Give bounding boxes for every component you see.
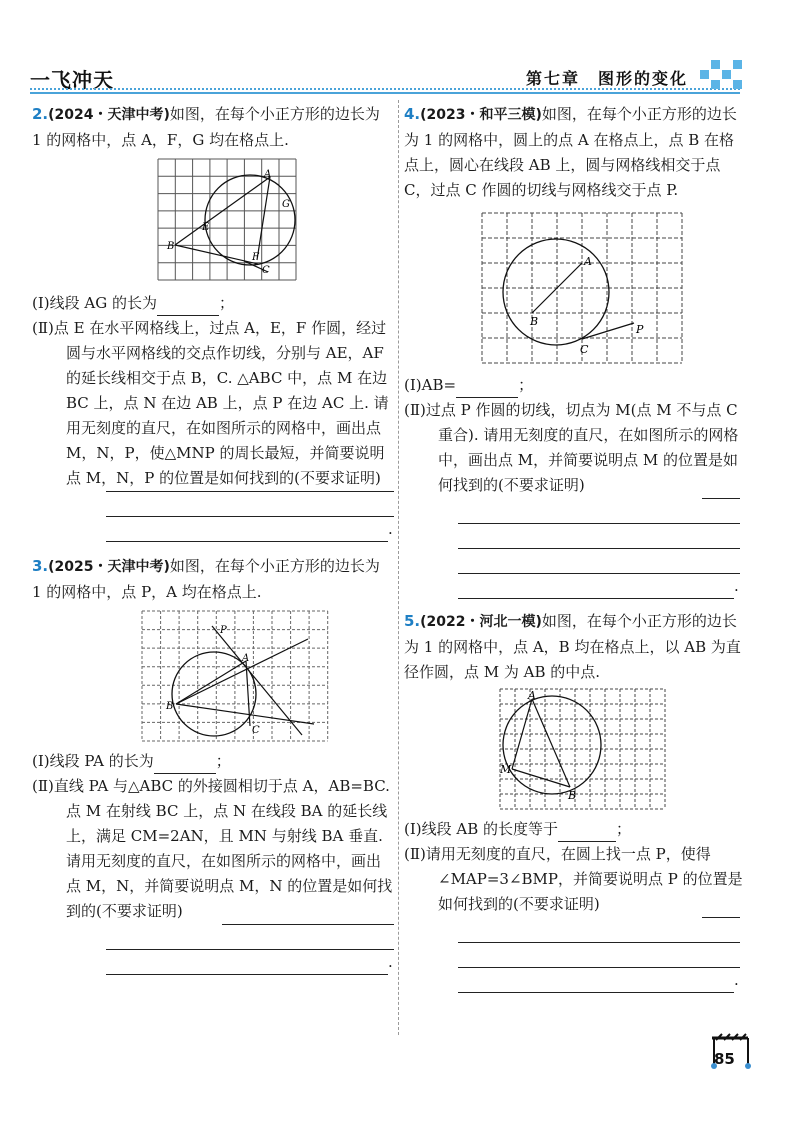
q5-answer-line-4[interactable] [458,968,734,993]
q4-label-p: P [636,323,644,336]
q5-answer-line-2[interactable] [458,918,740,943]
q4-answer-blank-1[interactable] [456,379,518,398]
q3-label-a: A [242,653,250,664]
q2-answer-row-3 [106,517,394,542]
q3-source: (2025・天津中考) [48,559,170,575]
q4-part2: (Ⅱ)过点 P 作圆的切线，切点为 M(点 M 不与点 C 重合). 请用无刻度的直尺，在如图所示的网格中，画出点 M，并简要说明点 M 的位置是如何找到的(不要求证明) [404,401,739,494]
q4-source: (2023・和平三模) [420,107,542,123]
q3-answer-line-1[interactable] [222,900,394,925]
q2-figure [32,157,394,285]
q4-stem: 如图，在每个小正方形的边长为 1 的网格中，圆上的点 A 在格点上，点 B 在格点上，圆心在线段 AB 上，圆与网格线相交于点 C，过点 C 作圆的切线与网格线交于点 P. [404,105,737,199]
q2-part2: (Ⅱ)点 E 在水平网格线上，过点 A，E，F 作圆，经过圆与水平网格线的交点作切线，分别与 AE，AF 的延长线相交于点 B，C. △ABC 中，点 M 在边 BC 上，点 N 在边 AB 上，点 P 在边 AC 上. 请用无刻度的直尺，在如图所示的网格中，画出点 M，N，P，使△MNP 的周长最短，并简要说明点 M，N，P 的位置是如何找到的(不要求证明) [32,319,389,487]
q2-label-f: F [252,252,259,263]
q5-answer-blank-1[interactable] [558,823,616,842]
page-number: 85 [714,1050,735,1068]
column-divider [398,100,399,1035]
q2-circle [205,175,295,265]
q2-label-c: C [262,265,270,276]
q3-answer-line-2[interactable] [106,925,394,950]
q3-part1: (Ⅰ)线段 PA 的长为 [32,752,154,770]
q4-label-a: A [584,255,592,268]
q2-label-b: B [167,241,175,252]
q2-label-g: G [282,199,290,210]
q4-part1-end: ； [518,376,534,394]
q4-grid [482,213,682,363]
q3-label-c: C [252,725,260,736]
q5-label-a: A [528,689,536,702]
q2-answer-line-3[interactable] [106,517,388,542]
q5-label-m: M [500,763,512,776]
q5-number: 5. [404,612,421,630]
q5-answer-row-4 [458,968,744,993]
q4-answer-line-4[interactable] [458,549,740,574]
q2-source: (2024・天津中考) [48,107,170,123]
q5-end-period: . [734,971,739,989]
q3-part2: (Ⅱ)直线 PA 与△ABC 的外接圆相切于点 A，AB=BC. 点 M 在射线 BC 上，点 N 在线段 BA 的延长线上，满足 CM=2AN，且 MN 与射线 BA 垂直. 请用无刻度的直尺，在如图所示的网格中，画出点 M，N，并简要说明点 M，N 的位置是如何找到的(不要求证明) [32,777,393,920]
q5-label-b: B [568,789,577,802]
q2-stem: 如图，在每个小正方形的边长为 1 的网格中，点 A，F，G 均在格点上. [32,105,380,149]
q3-stem: 如图，在每个小正方形的边长为 1 的网格中，点 P，A 均在格点上. [32,557,380,601]
q2-part1-end: ； [218,294,234,312]
q5-part1: (Ⅰ)线段 AB 的长度等于 [404,820,559,838]
q4-label-c: C [580,343,589,356]
q4-answer-line-3[interactable] [458,524,740,549]
q3-answer-blank-1[interactable] [154,755,216,774]
q2-answer-line-2[interactable] [106,492,394,517]
q3-answer-row-3 [106,950,394,975]
question-5 [404,609,744,993]
q5-source: (2022・河北一模) [420,614,542,630]
q4-number: 4. [404,105,421,123]
q2-number: 2. [32,105,49,123]
q4-label-b: B [530,315,539,328]
q5-answer-line-1[interactable] [702,893,740,918]
q3-answer-line-3[interactable] [106,950,388,975]
q4-part1: (Ⅰ)AB= [404,376,457,394]
header-rule [30,92,740,94]
q3-part1-end: ； [215,752,231,770]
q3-label-b: B [166,701,174,712]
page-header [0,0,800,100]
q2-label-e: E [202,222,210,233]
chapter-title: 第七章 图形的变化 [526,69,689,88]
q2-grid [158,159,296,280]
q4-answer-line-2[interactable] [458,499,740,524]
q4-answer-row-5 [458,574,744,599]
q4-figure [404,209,744,369]
q3-lines [176,626,314,735]
right-column [404,102,744,993]
q4-circle [503,239,609,345]
q5-answer-line-3[interactable] [458,943,740,968]
q4-end-period: . [734,577,739,595]
q4-answer-line-5[interactable] [458,574,734,599]
q2-end-period: . [388,520,393,538]
q5-lines [512,699,570,787]
question-2 [32,102,394,542]
q2-answer-blank-1[interactable] [157,297,219,316]
q3-label-p: P [220,625,227,636]
q5-part1-end: ； [616,820,632,838]
question-3 [32,554,394,975]
q4-lines [532,263,634,339]
q2-part1: (Ⅰ)线段 AG 的长为 [32,294,157,312]
q2-label-a: A [264,169,272,180]
q4-answer-line-1[interactable] [702,474,740,499]
brand-logo: 一飞冲天 [30,68,114,92]
q3-figure [32,609,394,743]
q3-end-period: . [388,953,393,971]
left-column [32,102,394,975]
q5-stem: 如图，在每个小正方形的边长为 1 的网格中，点 A，B 均在格点上，以 AB 为直径作圆，点 M 为 AB 的中点. [404,612,741,681]
question-4 [404,102,744,599]
q5-figure [404,687,744,813]
q5-part2: (Ⅱ)请用无刻度的直尺，在圆上找一点 P，使得∠MAP=3∠BMP，并简要说明点 P 的位置是如何找到的(不要求证明) [404,845,743,913]
q3-number: 3. [32,557,49,575]
header-dotted-rule [30,88,740,91]
